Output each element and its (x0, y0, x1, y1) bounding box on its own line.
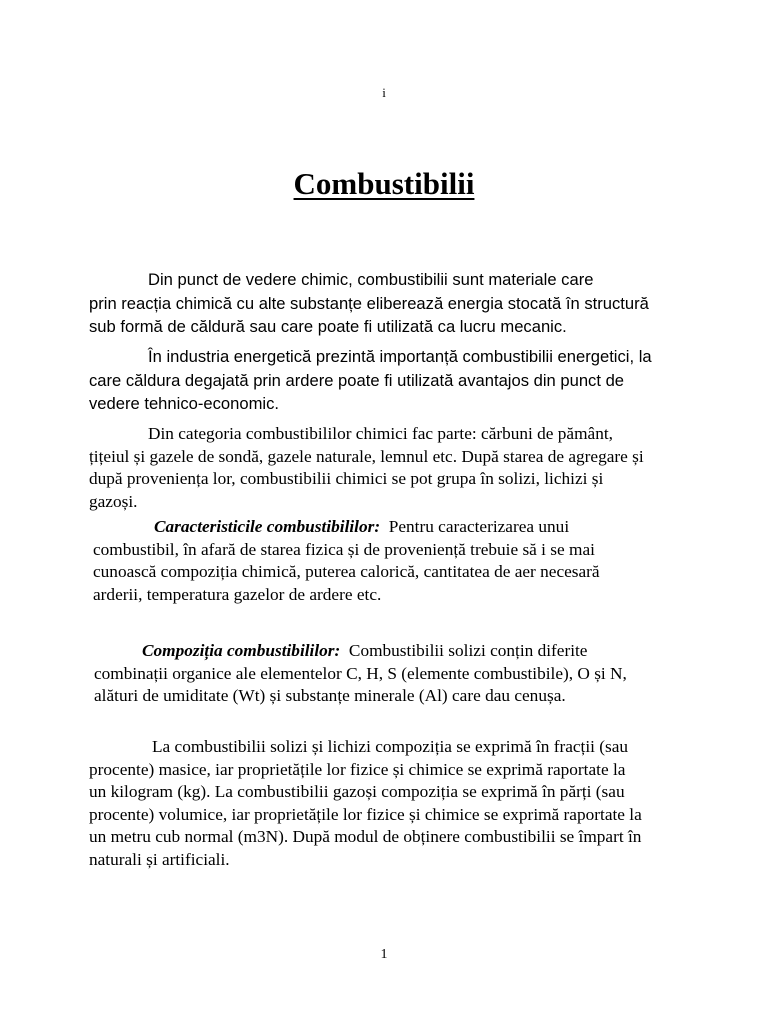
paragraph-energy-industry (89, 345, 652, 416)
paragraph-characteristics (93, 516, 600, 606)
paragraph-line: combinații organice ale elementelor C, H, S (elemente combustibile), O și N, (94, 663, 627, 683)
paragraph-line: gazoși. (89, 491, 138, 511)
paragraph-categories (89, 423, 644, 513)
paragraph-line-text: În industria energetică prezintă importanță combustibilii energetici, la (148, 347, 652, 366)
paragraph-line: alături de umiditate (Wt) și substanțe minerale (Al) care dau cenușa. (94, 686, 566, 705)
header-mark: i (382, 85, 386, 100)
paragraph-line: sub formă de căldură sau care poate fi utilizată ca lucru mecanic. (89, 317, 567, 336)
paragraph-line: un metru cub normal (m3N). După modul de obținere combustibilii se împart în (89, 827, 642, 846)
paragraph-line: procente) masice, iar proprietățile lor fizice și chimice se exprimă raportate la (89, 759, 626, 779)
paragraph-line: prin reacția chimică cu alte substanțe eliberează energia stocată în structură (89, 293, 649, 313)
section-heading-composition: Compoziția combustibililor: (142, 641, 341, 660)
section-heading-characteristics: Caracteristicile combustibililor: (154, 517, 381, 536)
paragraph-line: procente) volumice, iar proprietățile lor fizice și chimice se exprimă raportate la (89, 804, 642, 824)
paragraph-line: vedere tehnico-economic. (89, 394, 280, 413)
paragraph-line: țițeiul și gazele de sondă, gazele naturale, lemnul etc. După starea de agregare și (89, 446, 644, 466)
paragraph-line: combustibil, în afară de starea fizica și de proveniență trebuie să i se mai (93, 539, 595, 559)
paragraph-line: după proveniența lor, combustibilii chimici se pot grupa în solizi, lichizi și (89, 469, 604, 488)
paragraph-line-text: Combustibilii solizi conțin diferite (348, 641, 588, 660)
paragraph-line-text: La combustibilii solizi și lichizi compoziția se exprimă în fracții (sau (152, 737, 629, 756)
page-title: Combustibilii (293, 166, 475, 201)
paragraph-composition (94, 640, 627, 708)
paragraph-line (89, 268, 649, 292)
paragraph-definition (89, 268, 649, 339)
paragraph-line (89, 423, 644, 446)
paragraph-line (93, 516, 600, 539)
paragraph-line: care căldura degajată prin ardere poate fi utilizată avantajos din punct de (89, 370, 625, 390)
paragraph-composition-units (89, 736, 642, 871)
paragraph-line-text: Pentru caracterizarea unui (388, 517, 570, 536)
paragraph-line: cunoască compoziția chimică, puterea calorică, cantitatea de aer necesară (93, 562, 600, 581)
page-number: 1 (380, 947, 388, 962)
paragraph-line: un kilogram (kg). La combustibilii gazoși compoziția se exprimă în părți (sau (89, 782, 625, 801)
paragraph-line (89, 736, 642, 759)
paragraph-line: arderii, temperatura gazelor de ardere etc. (93, 584, 382, 604)
paragraph-line-text: Din categoria combustibililor chimici fac parte: cărbuni de pământ, (148, 424, 613, 443)
paragraph-line (94, 640, 627, 663)
paragraph-line-text: Din punct de vedere chimic, combustibilii sunt materiale care (148, 270, 594, 289)
paragraph-line (89, 345, 652, 369)
paragraph-line: naturali și artificiali. (89, 849, 230, 869)
